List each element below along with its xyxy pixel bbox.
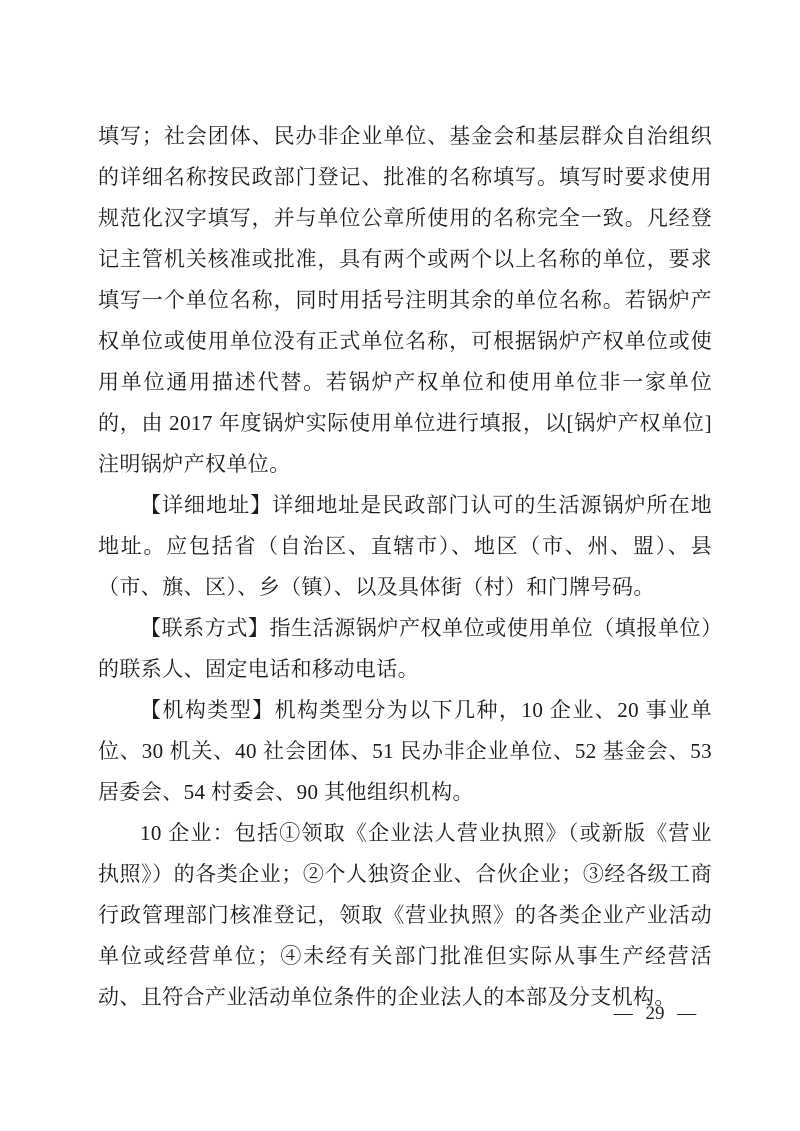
paragraph-institution-type: 【机构类型】机构类型分为以下几种，10 企业、20 事业单位、30 机关、40 社会团体、51 民办非企业单位、52 基金会、53 居委会、54 村委会、90 其他组织机构。: [98, 698, 712, 804]
paragraph-contact-info: 【联系方式】指生活源锅炉产权单位或使用单位（填报单位）的联系人、固定电话和移动电话。: [98, 616, 712, 681]
paragraph-enterprise-definition: 10 企业：包括①领取《企业法人营业执照》（或新版《营业执照》）的各类企业；②个人独资企业、合伙企业；③经各级工商行政管理部门核准登记，领取《营业执照》的各类企业产业活动单位或经营单位；④未经有关部门批准但实际从事生产经营活动、且符合产业活动单位条件的企业法人的本部及分支机构。: [98, 821, 712, 1009]
paragraph-continuation: 填写；社会团体、民办非企业单位、基金会和基层群众自治组织的详细名称按民政部门登记、批准的名称填写。填写时要求使用规范化汉字填写，并与单位公章所使用的名称完全一致。凡经登记主管机关核准或批准，具有两个或两个以上名称的单位，要求填写一个单位名称，同时用括号注明其余的单位名称。若锅炉产权单位或使用单位没有正式单位名称，可根据锅炉产权单位或使用单位通用描述代替。若锅炉产权单位和使用单位非一家单位的，由 2017 年度锅炉实际使用单位进行填报，以[锅炉产权单位]注明锅炉产权单位。: [98, 124, 712, 476]
page-text-block: [98, 116, 712, 1018]
paragraph-detailed-address: 【详细地址】详细地址是民政部门认可的生活源锅炉所在地地址。应包括省（自治区、直辖市）、地区（市、州、盟）、县（市、旗、区）、乡（镇）、以及具体街（村）和门牌号码。: [98, 493, 712, 599]
page-number: — 29 —: [613, 1003, 697, 1024]
